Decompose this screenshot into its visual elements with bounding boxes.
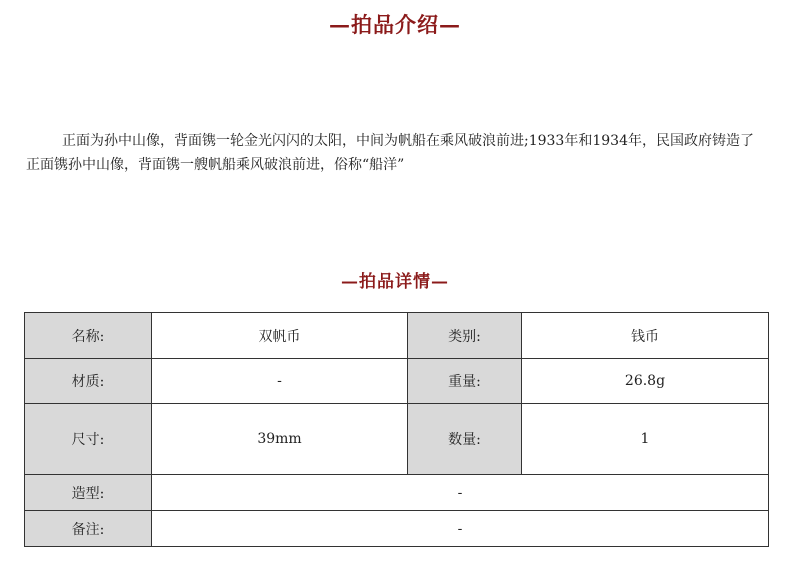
quantity-value: 1: [522, 404, 769, 475]
table-row: [25, 511, 769, 547]
table-row: [25, 359, 769, 404]
table-row: [25, 404, 769, 475]
details-section-title: —拍品详情—: [341, 272, 449, 292]
shape-value: -: [152, 475, 769, 511]
table-row: [25, 313, 769, 359]
remarks-label: 备注:: [25, 511, 152, 547]
quantity-label: 数量:: [408, 404, 522, 475]
size-value: 39mm: [152, 404, 408, 475]
table-row: [25, 475, 769, 511]
intro-section-title: —拍品介绍—: [329, 12, 461, 37]
category-label: 类别:: [408, 313, 522, 359]
size-label: 尺寸:: [25, 404, 152, 475]
material-value: -: [152, 359, 408, 404]
intro-description: 正面为孙中山像，背面镌一轮金光闪闪的太阳，中间为帆船在乘风破浪前进;1933年和1934年，民国政府铸造了正面镌孙中山像，背面镌一艘帆船乘风破浪前进，俗称“船洋”: [26, 133, 754, 173]
weight-value: 26.8g: [522, 359, 769, 404]
material-label: 材质:: [25, 359, 152, 404]
details-table: [24, 312, 769, 547]
weight-label: 重量:: [408, 359, 522, 404]
shape-label: 造型:: [25, 475, 152, 511]
remarks-value: -: [152, 511, 769, 547]
name-label: 名称:: [25, 313, 152, 359]
category-value: 钱币: [522, 313, 769, 359]
name-value: 双帆币: [152, 313, 408, 359]
